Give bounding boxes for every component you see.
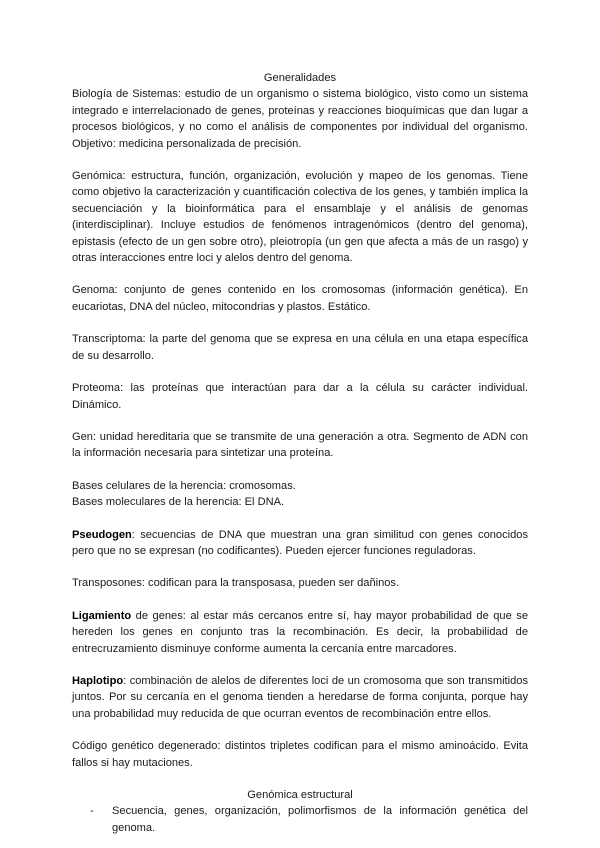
term-haplotipo: Haplotipo [72, 674, 124, 687]
paragraph-genoma: Genoma: conjunto de genes contenido en los cromosomas (información genética). En eucariotas, DNA del núcleo, mitocondrias y plastos. Estático. [72, 284, 528, 313]
paragraph-transcriptoma: Transcriptoma: la parte del genoma que se expresa en una célula en una etapa específica de su desarrollo. [72, 333, 528, 362]
page-title: Generalidades [263, 72, 337, 84]
list-item-text: Secuencia, genes, organización, polimorfismos de la información genética del genoma. [112, 805, 528, 834]
paragraph-haplotipo [72, 673, 528, 722]
paragraph-biologia-sistemas: Biología de Sistemas: estudio de un organismo o sistema biológico, visto como un sistema integrado e interrelacionado de genes, proteínas y reacciones bioquímicas que dan lugar a procesos biológicos, y no como el análisis de componentes por individual del organismo. Objetivo: medicina personalizada de precisión. [72, 88, 528, 150]
document-page [72, 70, 528, 836]
definition-pseudogen: : secuencias de DNA que muestran una gran similitud con genes conocidos pero que no se expresan (no codificantes). Pueden ejercer funciones reguladoras. [72, 528, 528, 557]
section-title-genomica-estructural: Genómica estructural [247, 789, 353, 801]
paragraph-codigo-genetico: Código genético degenerado: distintos tripletes codifican para el mismo aminoácido. Evita fallos si hay mutaciones. [72, 740, 528, 769]
term-ligamiento: Ligamiento [72, 609, 132, 622]
paragraph-transposones: Transposones: codifican para la transposasa, pueden ser dañinos. [72, 577, 400, 590]
paragraph-bases-moleculares: Bases moleculares de la herencia: El DNA. [72, 496, 285, 509]
definition-haplotipo: : combinación de alelos de diferentes loci de un cromosoma que son transmitidos juntos. Por su cercanía en el genoma tienden a heredarse de forma conjunta, porque hay una probabilidad muy reducida de que ocurran eventos de recombinación entre ellos. [72, 674, 528, 720]
bullet-dash: - [90, 805, 94, 818]
paragraph-gen: Gen: unidad hereditaria que se transmite de una generación a otra. Segmento de ADN con la información necesaria para sintetizar una proteína. [72, 430, 528, 460]
paragraph-pseudogen [72, 527, 528, 560]
definition-ligamiento: de genes: al estar más cercanos entre sí, hay mayor probabilidad de que se hereden los genes en conjunto tras la recombinación. Es decir, la probabilidad de entrecruzamiento disminuye conforme aumenta la cercanía entre marcadores. [72, 609, 528, 655]
term-pseudogen: Pseudogen [72, 528, 132, 541]
paragraph-genomica: Genómica: estructura, función, organización, evolución y mapeo de los genomas. Tiene como objetivo la caracterización y cuantificación colectiva de los genes, y también implica la secuenciación y la bioinformática para el ensamblaje y el análisis de genomas (interdisciplinar). Incluye estudios de fenómenos intragenómicos (dentro del genoma), epistasis (efecto de un gen sobre otro), pleiotropía (un gen que afecta a más de un rasgo) y otras interacciones entre loci y alelos dentro del genoma. [72, 170, 528, 265]
paragraph-bases-celulares: Bases celulares de la herencia: cromosomas. [72, 479, 296, 492]
paragraph-proteoma: Proteoma: las proteínas que interactúan para dar a la célula su carácter individual. Dinámico. [72, 382, 528, 411]
list-item [90, 803, 528, 836]
paragraph-ligamiento [72, 608, 528, 657]
